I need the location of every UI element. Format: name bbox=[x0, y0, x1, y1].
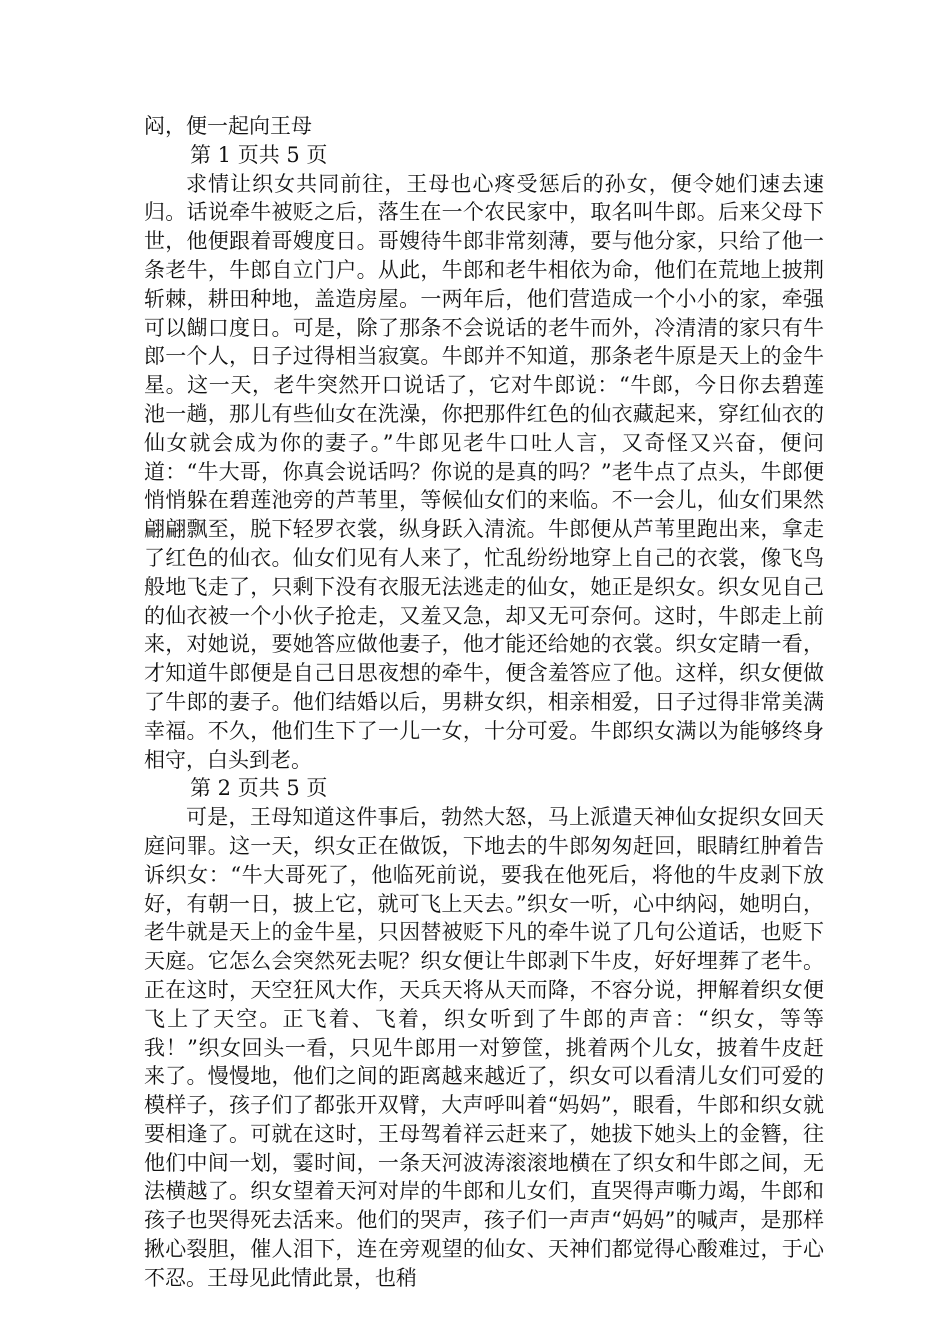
document-page bbox=[144, 112, 824, 1293]
page-marker-2: 第 2 页共 5 页 bbox=[190, 776, 328, 801]
text-paragraph-story-2: 可是，王母知道这件事后，勃然大怒，马上派遣天神仙女捉织女回天庭问罪。这一天，织女正在做饭，下地去的牛郎匆匆赶回，眼睛红肿着告诉织女：“牛大哥死了，他临死前说，要我在他死后，将他的牛皮剥下放好，有朝一日，披上它，就可飞上天去。”织女一听，心中纳闷，她明白，老牛就是天上的金牛星，只因替被贬下凡的牵牛说了几句公道话，也贬下天庭。它怎么会突然死去呢？织女便让牛郎剥下牛皮，好好埋葬了老牛。正在这时，天空狂风大作，天兵天将从天而降，不容分说，押解着织女便飞上了天空。正飞着、飞着，织女听到了牛郎的声音：“织女，等等我！”织女回头一看，只见牛郎用一对箩筐，挑着两个儿女，披着牛皮赶来了。慢慢地，他们之间的距离越来越近了，织女可以看清儿女们可爱的模样子，孩子们了都张开双臂，大声呼叫着“妈妈”，眼看，牛郎和织女就要相逢了。可就在这时，王母驾着祥云赶来了，她拔下她头上的金簪，往他们中间一划，霎时间，一条天河波涛滚滚地横在了织女和牛郎之间，无法横越了。织女望着天河对岸的牛郎和儿女们，直哭得声嘶力竭，牛郎和孩子也哭得死去活来。他们的哭声，孩子们一声声“妈妈”的喊声，是那样揪心裂胆，催人泪下，连在旁观望的仙女、天神们都觉得心酸难过，于心不忍。王母见此情此景，也稍 bbox=[144, 805, 824, 1290]
text-paragraph-story-1: 求情让织女共同前往，王母也心疼受惩后的孙女，便令她们速去速归。话说牵牛被贬之后，落生在一个农民家中，取名叫牛郎。后来父母下世，他便跟着哥嫂度日。哥嫂待牛郎非常刻薄，要与他分家，只给了他一条老牛，牛郎自立门户。从此，牛郎和老牛相依为命，他们在荒地上披荆斩棘，耕田种地，盖造房屋。一两年后，他们营造成一个小小的家，牵强可以餬口度日。可是，除了那条不会说话的老牛而外，冷清清的家只有牛郎一个人，日子过得相当寂寞。牛郎并不知道，那条老牛原是天上的金牛星。这一天，老牛突然开口说话了，它对牛郎说：“牛郎，今日你去碧莲池一趟，那儿有些仙女在洗澡，你把那件红色的仙衣藏起来，穿红仙衣的仙女就会成为你的妻子。”牛郎见老牛口吐人言，又奇怪又兴奋，便问道：“牛大哥，你真会说话吗？你说的是真的吗？”老牛点了点头，牛郎便悄悄躲在碧莲池旁的芦苇里，等候仙女们的来临。不一会儿，仙女们果然翩翩飘至，脱下轻罗衣裳，纵身跃入清流。牛郎便从芦苇里跑出来，拿走了红色的仙衣。仙女们见有人来了，忙乱纷纷地穿上自己的衣裳，像飞鸟般地飞走了，只剩下没有衣服无法逃走的仙女，她正是织女。织女见自己的仙衣被一个小伙子抢走，又羞又急，却又无可奈何。这时，牛郎走上前来，对她说，要她答应做他妻子，他才能还给她的衣裳。织女定睛一看，才知道牛郎便是自己日思夜想的牵牛，便含羞答应了他。这样，织女便做了牛郎的妻子。他们结婚以后，男耕女织，相亲相爱，日子过得非常美满幸福。不久，他们生下了一儿一女，十分可爱。牛郎织女满以为能够终身相守，白头到老。 bbox=[144, 171, 824, 772]
page-marker-1: 第 1 页共 5 页 bbox=[190, 142, 328, 167]
text-paragraph-opening: 闷，便一起向王母 bbox=[144, 114, 312, 138]
